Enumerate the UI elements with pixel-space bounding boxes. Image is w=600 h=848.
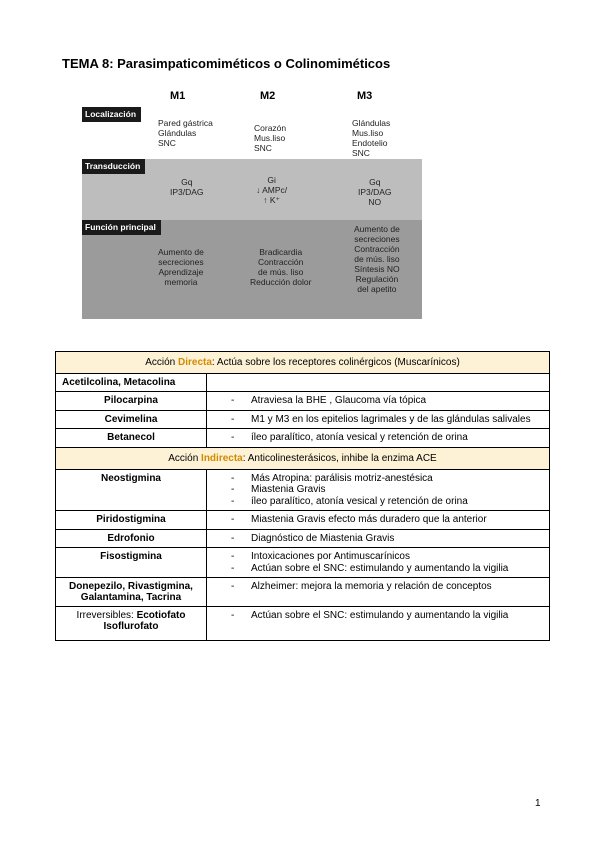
header-m1: M1 [170, 90, 186, 102]
table-row [56, 410, 550, 429]
section-indirect-highlight: Indirecta [201, 452, 243, 464]
cell-func-m2: Bradicardia Contracción de mús. liso Reducción dolor [250, 247, 312, 287]
page-number: 1 [535, 798, 541, 809]
band-transduccion [82, 159, 422, 220]
drug-info [207, 374, 550, 392]
drug-name: Edrofonio [56, 529, 207, 548]
drug-info-item: - Alzheimer: mejora la memoria y relación de conceptos [213, 581, 543, 593]
cell-loc-m3: Glándulas Mus.liso Endotelio SNC [352, 118, 391, 158]
drug-info-item: - Actúan sobre el SNC: estimulando y aumentando la vigilia [213, 610, 543, 622]
drug-name: Donepezilo, Rivastigmina, Galantamina, Tacrina [56, 578, 207, 607]
table-row [56, 529, 550, 548]
cell-trans-m2: Gi ↓ AMPc/ ↑ K⁺ [256, 175, 288, 205]
drug-info-item: - Miastenia Gravis [213, 484, 543, 496]
band-label-transduccion: Transducción [82, 159, 145, 174]
drug-info-item: - Actúan sobre el SNC: estimulando y aumentando la vigilia [213, 563, 543, 575]
drug-info-item: - íleo paralítico, atonía vesical y retención de orina [213, 432, 543, 444]
table-row [56, 392, 550, 411]
cell-func-m1: Aumento de secreciones Aprendizaje memoria [158, 247, 204, 287]
section-indirect-prefix: Acción [168, 452, 202, 464]
band-label-funcion: Función principal [82, 220, 161, 235]
band-localizacion [82, 107, 422, 159]
drug-name: Betanecol [56, 429, 207, 448]
drug-table [55, 351, 550, 641]
receptor-figure [82, 90, 422, 319]
table-row [56, 374, 550, 392]
cell-func-m3: Aumento de secreciones Contracción de mús. liso Síntesis NO Regulación del apetito [354, 224, 400, 294]
cell-loc-m2: Corazón Mus.liso SNC [254, 123, 287, 153]
drug-info-item: - Más Atropina: parálisis motriz-anestésica [213, 473, 543, 485]
section-indirect [56, 447, 550, 469]
drug-info-item: - Intoxicaciones por Antimuscarínicos [213, 551, 543, 563]
drug-info-item: - Atraviesa la BHE , Glaucoma vía tópica [213, 395, 543, 407]
irreversible-drug-1: Ecotiofato [136, 610, 186, 621]
irreversible-drug-2: Isoflurofato [103, 621, 159, 632]
cell-loc-m1: Pared gástrica Glándulas SNC [158, 118, 213, 148]
table-row [56, 469, 550, 511]
band-label-localizacion: Localización [82, 107, 141, 122]
drug-info-item: - Diagnóstico de Miastenia Gravis [213, 533, 543, 545]
drug-name: Cevimelina [56, 410, 207, 429]
drug-info-item: - Miastenia Gravis efecto más duradero que la anterior [213, 514, 543, 526]
header-m2: M2 [260, 90, 276, 102]
table-row [56, 578, 550, 607]
drug-name: Acetilcolina, Metacolina [56, 374, 207, 392]
drug-name: Fisostigmina [56, 548, 207, 578]
section-direct-suffix: : Actúa sobre los receptores colinérgicos (Muscarínicos) [211, 357, 460, 368]
header-m3: M3 [357, 90, 373, 102]
band-funcion [82, 220, 422, 319]
table-row [56, 607, 550, 641]
drug-name: Pilocarpina [56, 392, 207, 411]
table-row [56, 511, 550, 530]
table-row [56, 548, 550, 578]
table-row [56, 429, 550, 448]
section-direct-prefix: Acción [145, 357, 178, 368]
drug-info-item: - M1 y M3 en los epitelios lagrimales y de las glándulas salivales [213, 414, 543, 426]
section-direct-highlight: Directa [178, 357, 212, 368]
section-indirect-suffix: : Anticolinesterásicos, inhibe la enzima ACE [242, 452, 437, 464]
drug-name: Piridostigmina [56, 511, 207, 530]
page-title: TEMA 8: Parasimpaticomiméticos o Colinomiméticos [62, 56, 391, 71]
drug-info-item: - íleo paralítico, atonía vesical y retención de orina [213, 496, 543, 508]
drug-name: Neostigmina [56, 469, 207, 511]
drug-name-irreversible [56, 607, 207, 641]
cell-trans-m3: Gq IP3/DAG NO [358, 177, 392, 207]
section-direct [56, 352, 550, 374]
cell-trans-m1: Gq IP3/DAG [170, 177, 204, 197]
irreversible-prefix: Irreversibles: [76, 610, 137, 621]
